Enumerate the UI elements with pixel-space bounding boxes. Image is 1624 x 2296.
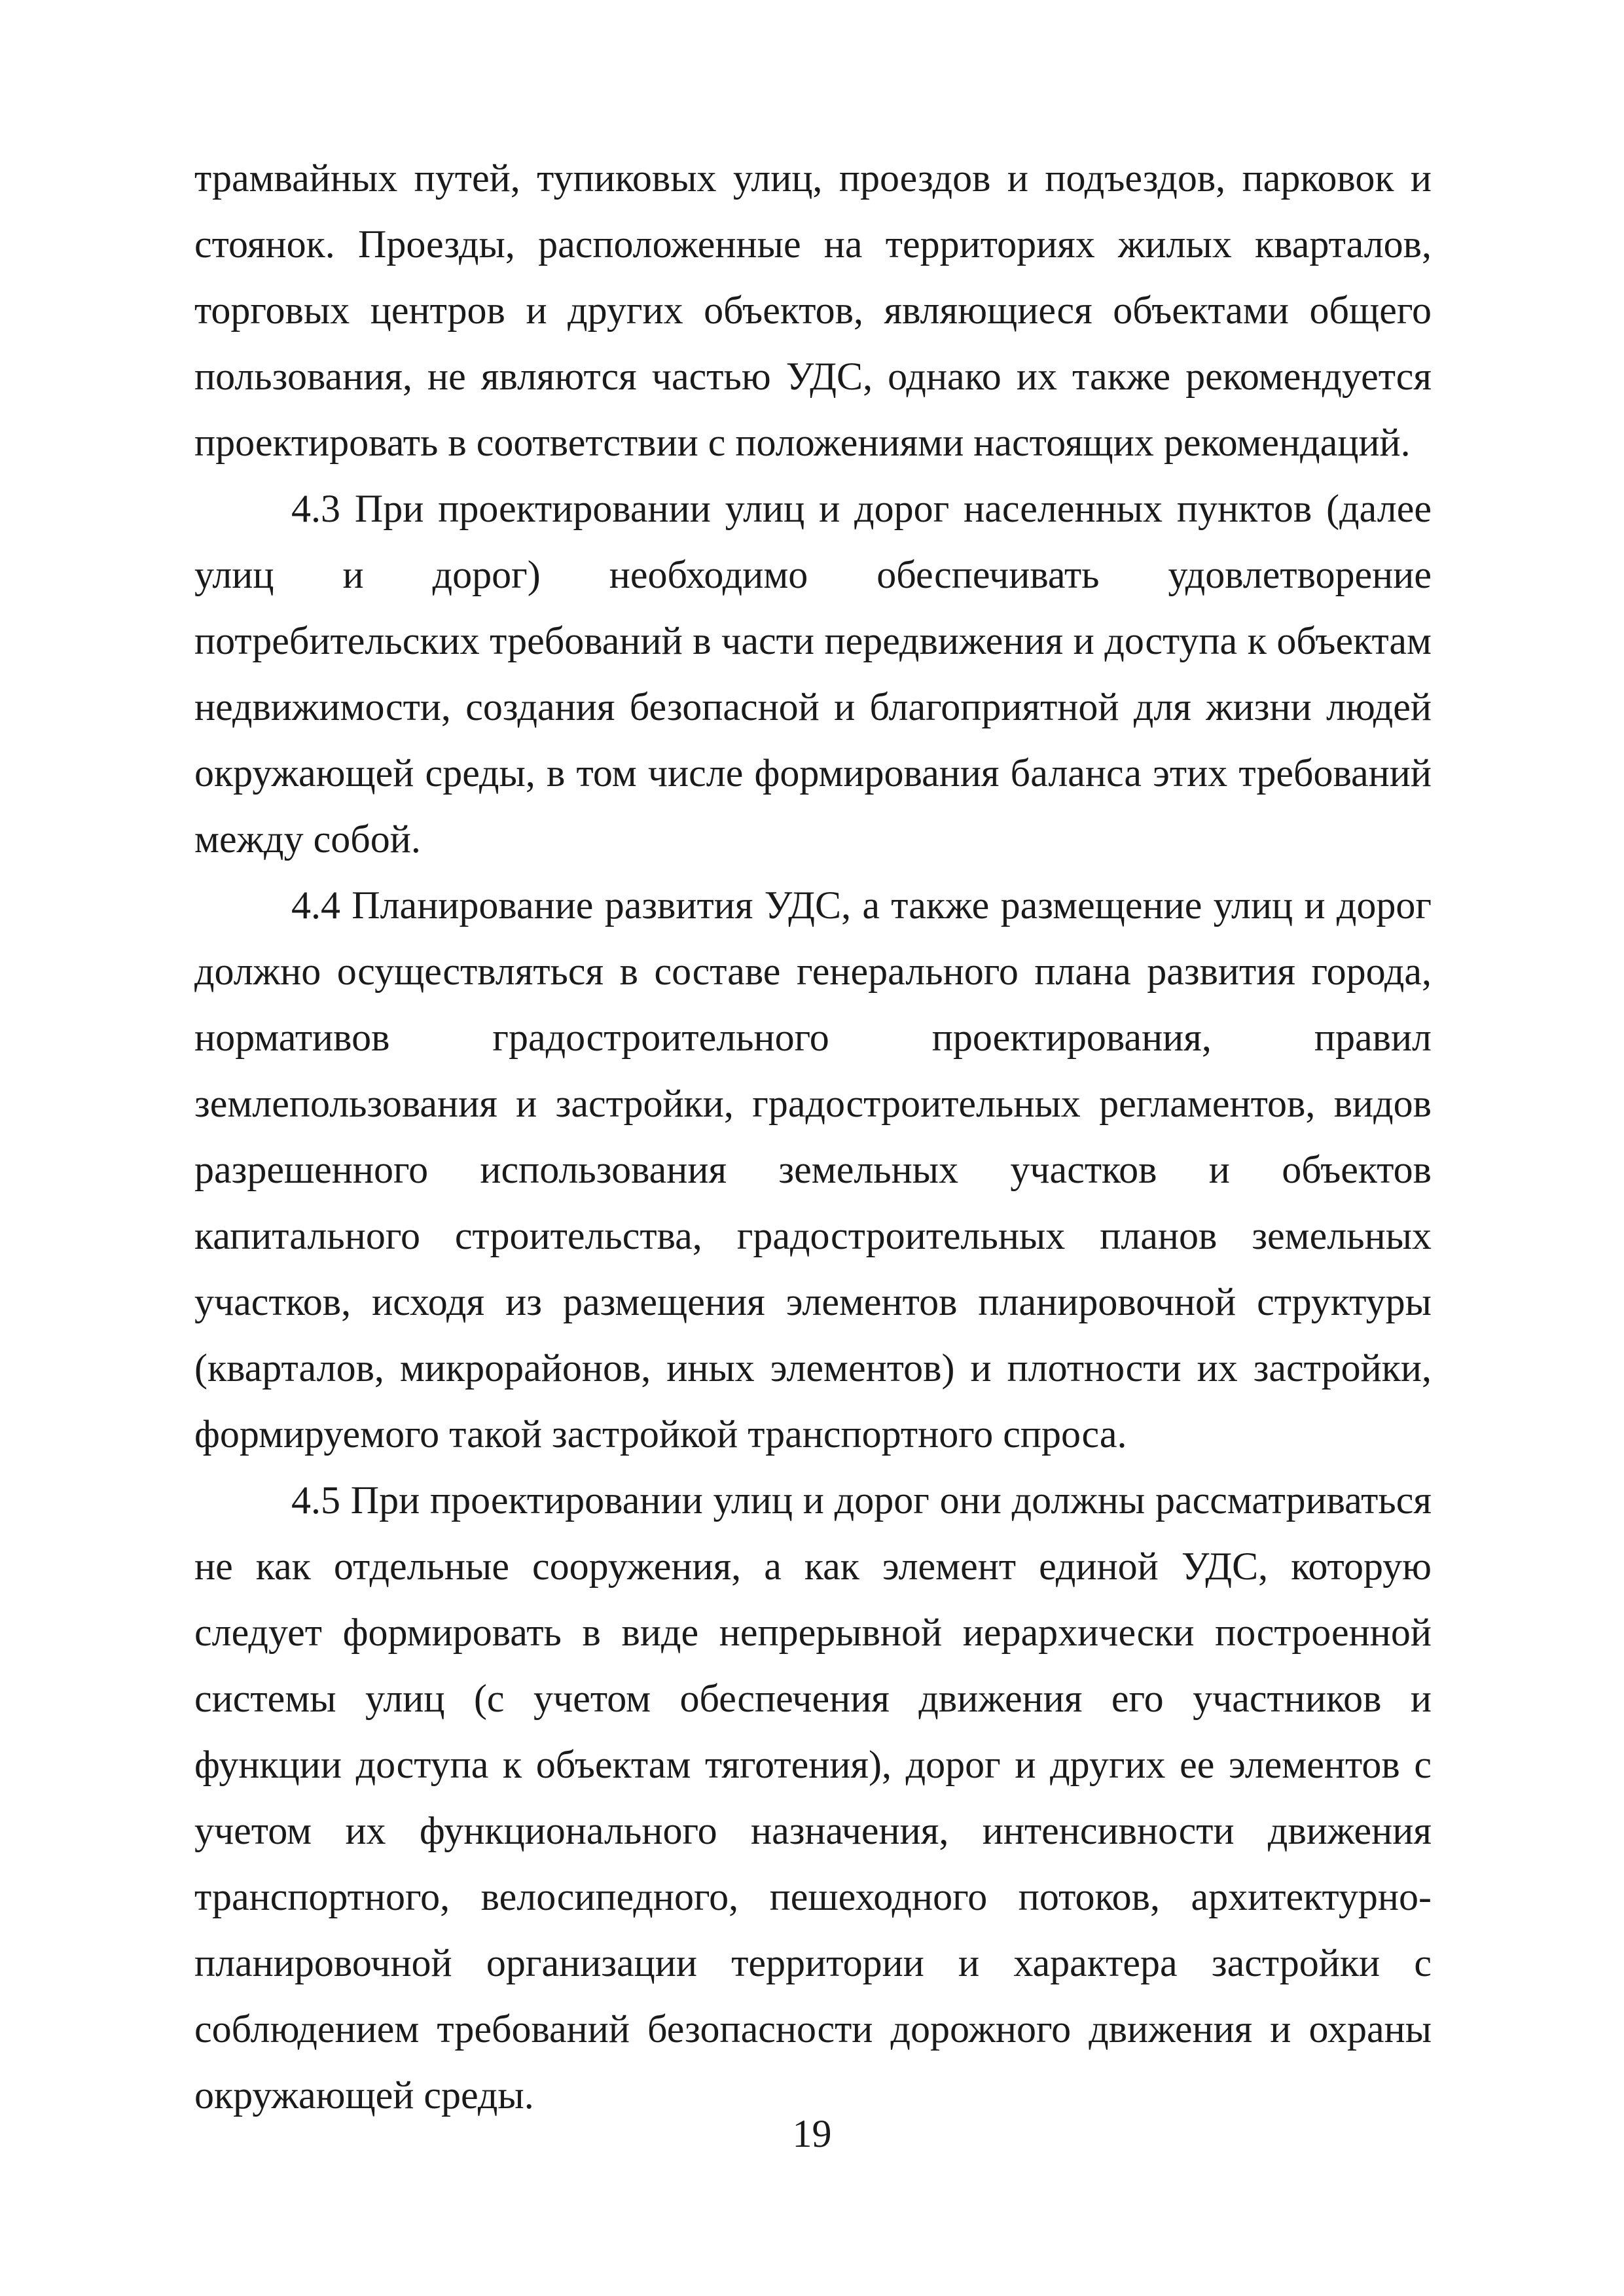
paragraph-4-4: 4.4 Планирование развития УДС, а также размещение улиц и дорог должно осуществляться в составе генерального плана развития города, нормативов градостроительного проектирования, правил землепользования и застройки, градостроительных регламентов, видов разрешенного использования земельных участков и объектов капитального строительства, градостроительных планов земельных участков, исходя из размещения элементов планировочной структуры (кварталов, микрорайонов, иных элементов) и плотности их застройки, формируемого такой застройкой транспортного спроса. bbox=[194, 884, 1432, 1456]
page-number: 19 bbox=[792, 2112, 832, 2155]
body-text bbox=[194, 145, 1432, 2128]
paragraph-continuation: трамвайных путей, тупиковых улиц, проездов и подъездов, парковок и стоянок. Проезды, расположенные на территориях жилых кварталов, торговых центров и других объектов, являющиеся объектами общего пользования, не являются частью УДС, однако их также рекомендуется проектировать в соответствии с положениями настоящих рекомендаций. bbox=[194, 156, 1432, 464]
paragraph-4-5: 4.5 При проектировании улиц и дорог они должны рассматриваться не как отдельные сооружения, а как элемент единой УДС, которую следует формировать в виде непрерывной иерархически построенной системы улиц (с учетом обеспечения движения его участников и функции доступа к объектам тяготения), дорог и других ее элементов с учетом их функционального назначения, интенсивности движения транспортного, велосипедного, пешеходного потоков, архитектурно-планировочной организации территории и характера застройки с соблюдением требований безопасности дорожного движения и охраны окружающей среды. bbox=[194, 1479, 1432, 2117]
paragraph-4-3: 4.3 При проектировании улиц и дорог населенных пунктов (далее улиц и дорог) необходимо обеспечивать удовлетворение потребительских требований в части передвижения и доступа к объектам недвижимости, создания безопасной и благоприятной для жизни людей окружающей среды, в том числе формирования баланса этих требований между собой. bbox=[194, 487, 1432, 861]
